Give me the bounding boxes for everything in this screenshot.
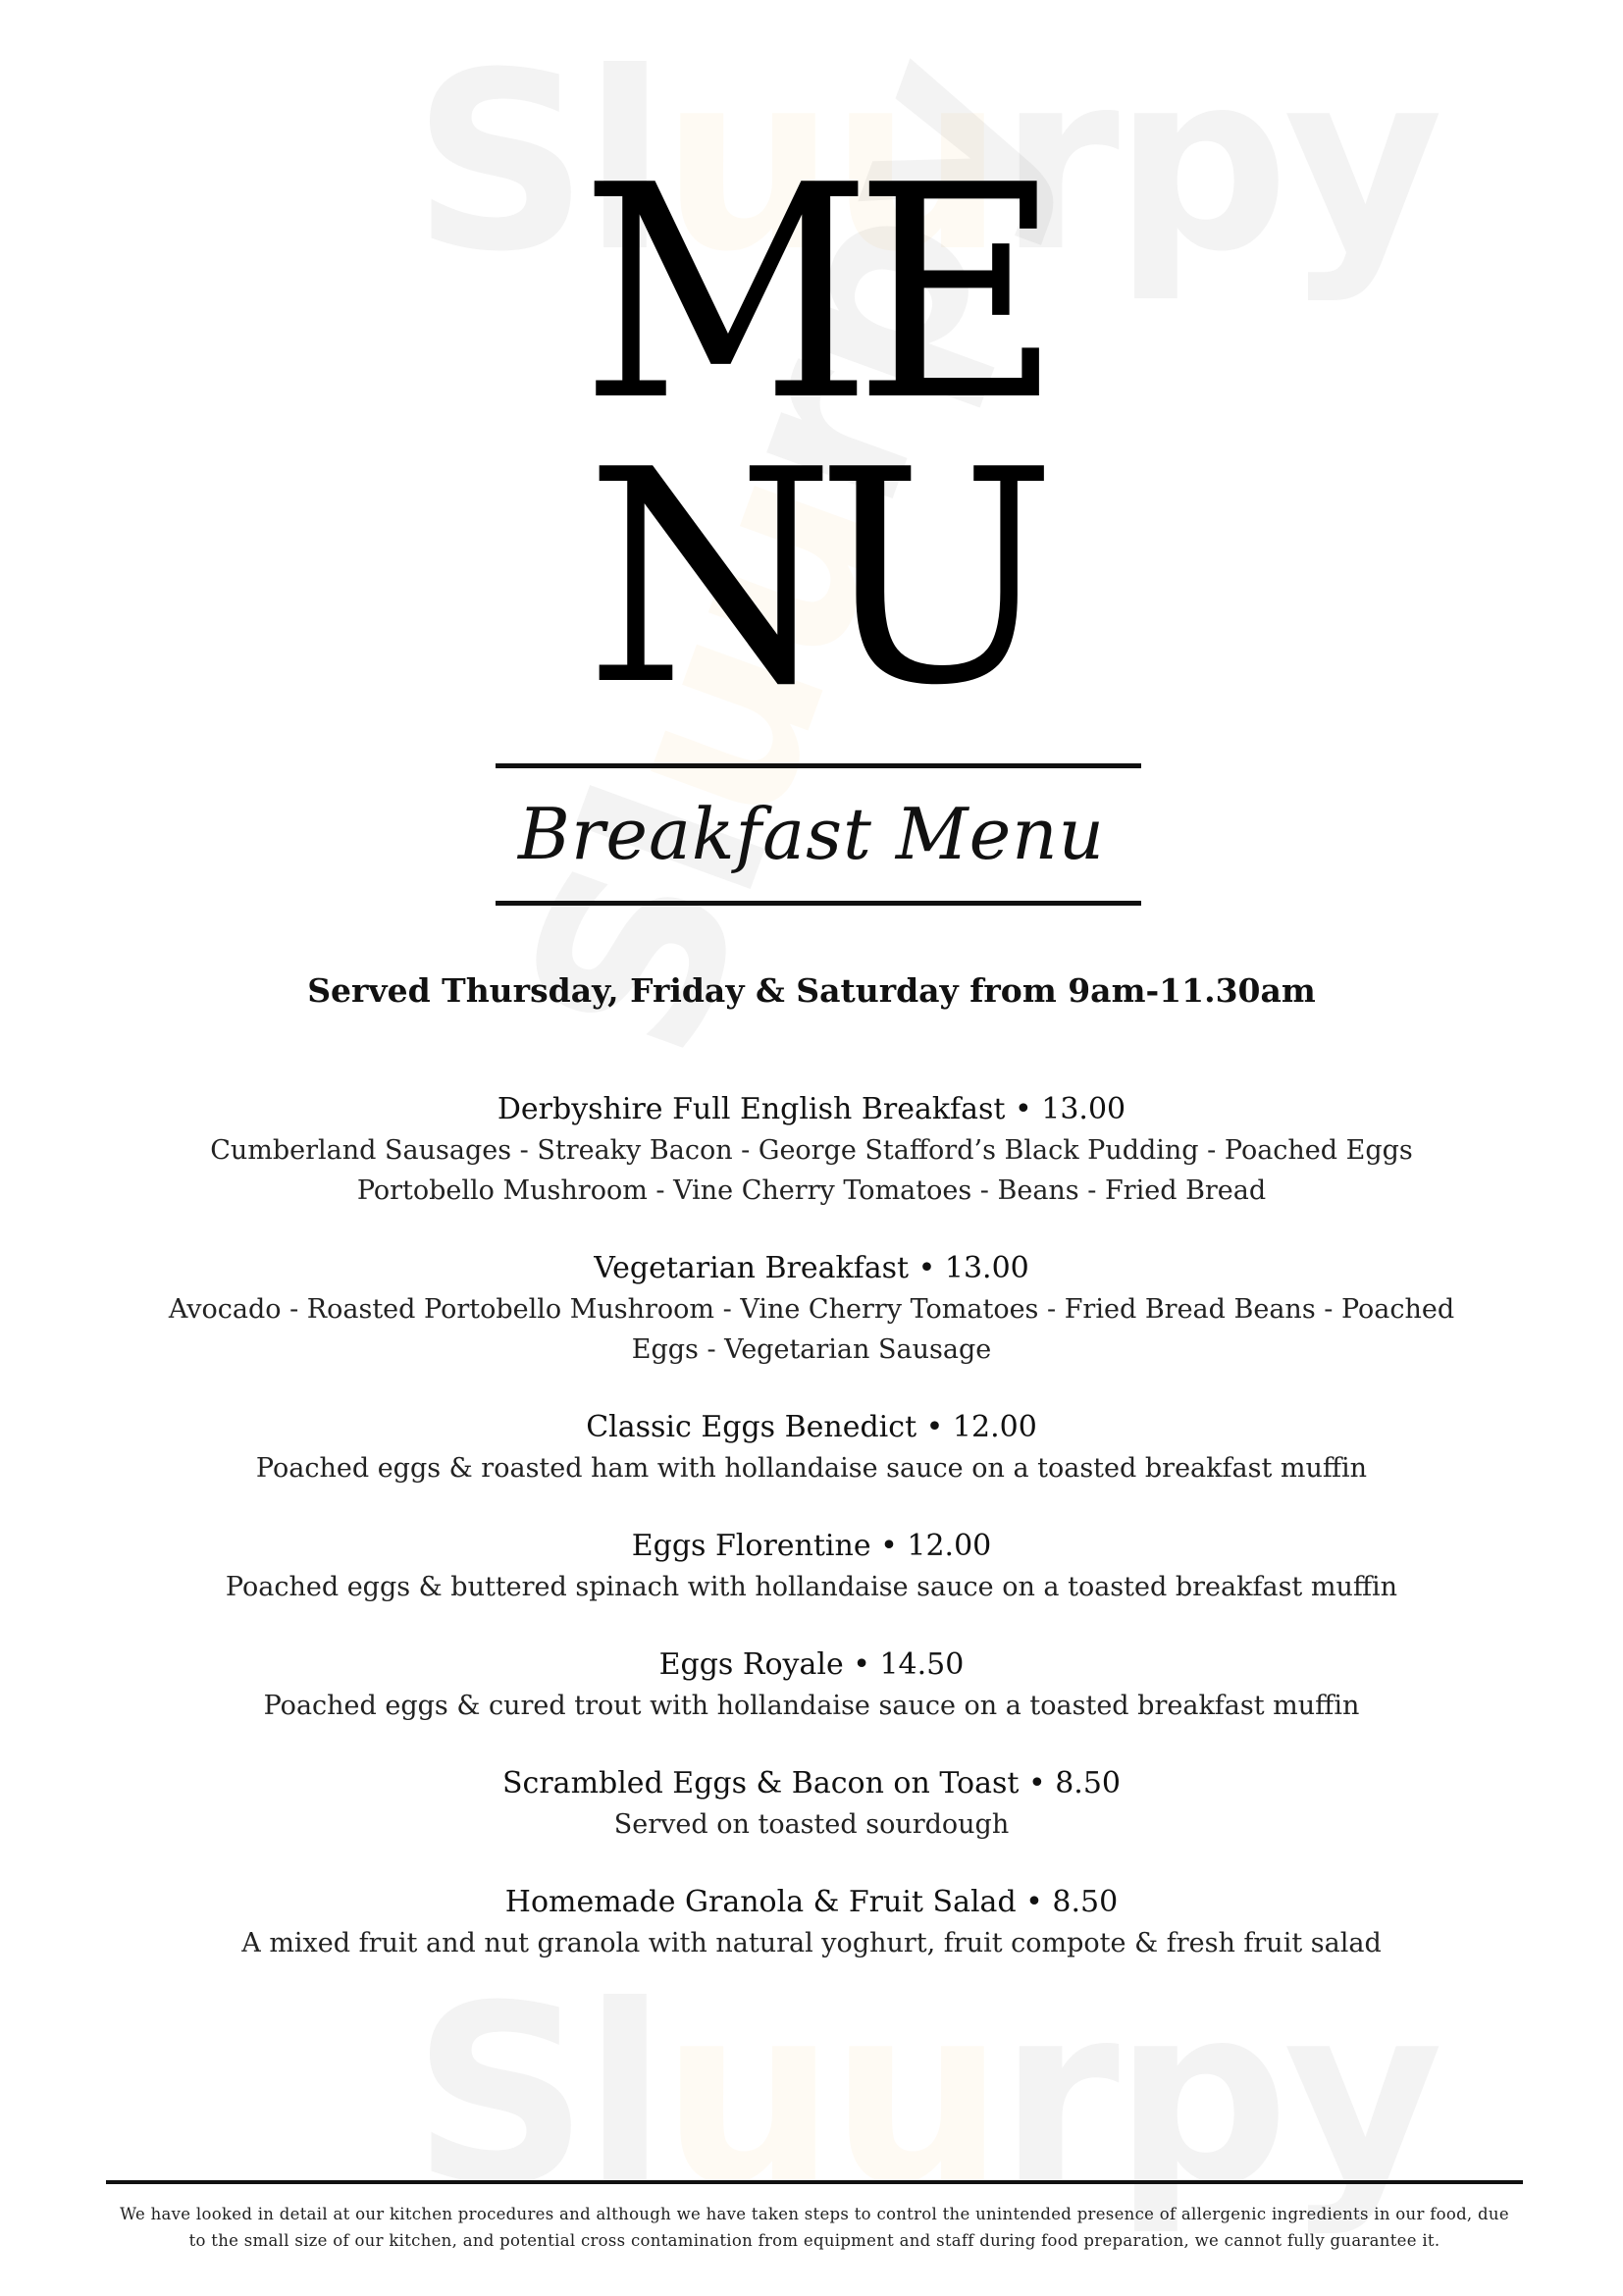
item-description: Poached eggs & cured trout with hollandaise sauce on a toasted breakfast muffin bbox=[263, 1691, 1360, 1721]
footer-divider bbox=[106, 2180, 1523, 2184]
item-name: Derbyshire Full English Breakfast • 13.00 bbox=[497, 1092, 1126, 1126]
menu-item bbox=[147, 1882, 1476, 1963]
item-description: Eggs - Vegetarian Sausage bbox=[631, 1334, 992, 1365]
menu-item bbox=[147, 1089, 1476, 1211]
item-description: Served on toasted sourdough bbox=[613, 1809, 1010, 1840]
item-name: Vegetarian Breakfast • 13.00 bbox=[594, 1251, 1029, 1285]
menu-item bbox=[147, 1248, 1476, 1370]
item-description: Cumberland Sausages - Streaky Bacon - George Stafford’s Black Pudding - Poached Eggs bbox=[210, 1135, 1413, 1166]
item-name: Classic Eggs Benedict • 12.00 bbox=[586, 1410, 1037, 1444]
allergen-disclaimer bbox=[106, 2201, 1523, 2254]
item-name: Eggs Royale • 14.50 bbox=[658, 1647, 965, 1682]
menu-item bbox=[147, 1407, 1476, 1488]
item-description: Poached eggs & roasted ham with hollandaise sauce on a toasted breakfast muffin bbox=[255, 1453, 1368, 1484]
breakfast-menu-subtitle: Breakfast Menu bbox=[518, 793, 1105, 875]
menu-item bbox=[147, 1644, 1476, 1726]
divider bbox=[496, 763, 1141, 768]
menu-title-line-2: NU bbox=[585, 407, 1038, 750]
item-description: Portobello Mushroom - Vine Cherry Tomatoes - Beans - Fried Bread bbox=[356, 1175, 1267, 1206]
menu-title-line-1: ME bbox=[580, 123, 1043, 465]
item-description: Poached eggs & buttered spinach with hollandaise sauce on a toasted breakfast muffin bbox=[225, 1572, 1398, 1602]
item-name: Eggs Florentine • 12.00 bbox=[631, 1529, 992, 1563]
item-name: Homemade Granola & Fruit Salad • 8.50 bbox=[504, 1885, 1119, 1919]
item-description: Avocado - Roasted Portobello Mushroom - Vine Cherry Tomatoes - Fried Bread Beans - Poached bbox=[168, 1294, 1455, 1325]
menu-item bbox=[147, 1763, 1476, 1845]
disclaimer-line: to the small size of our kitchen, and potential cross contamination from equipment and staff during food preparation, we cannot fully guarantee it. bbox=[188, 2231, 1440, 2250]
disclaimer-line: We have looked in detail at our kitchen procedures and although we have taken steps to control the unintended presence of allergenic ingredients in our food, due bbox=[120, 2205, 1509, 2223]
menu-item bbox=[147, 1526, 1476, 1607]
item-description: A mixed fruit and nut granola with natural yoghurt, fruit compote & fresh fruit salad bbox=[241, 1928, 1382, 1958]
item-name: Scrambled Eggs & Bacon on Toast • 8.50 bbox=[501, 1766, 1121, 1800]
menu-items bbox=[147, 1089, 1476, 2001]
divider bbox=[496, 901, 1141, 906]
service-hours: Served Thursday, Friday & Saturday from 9am-11.30am bbox=[307, 971, 1316, 1010]
